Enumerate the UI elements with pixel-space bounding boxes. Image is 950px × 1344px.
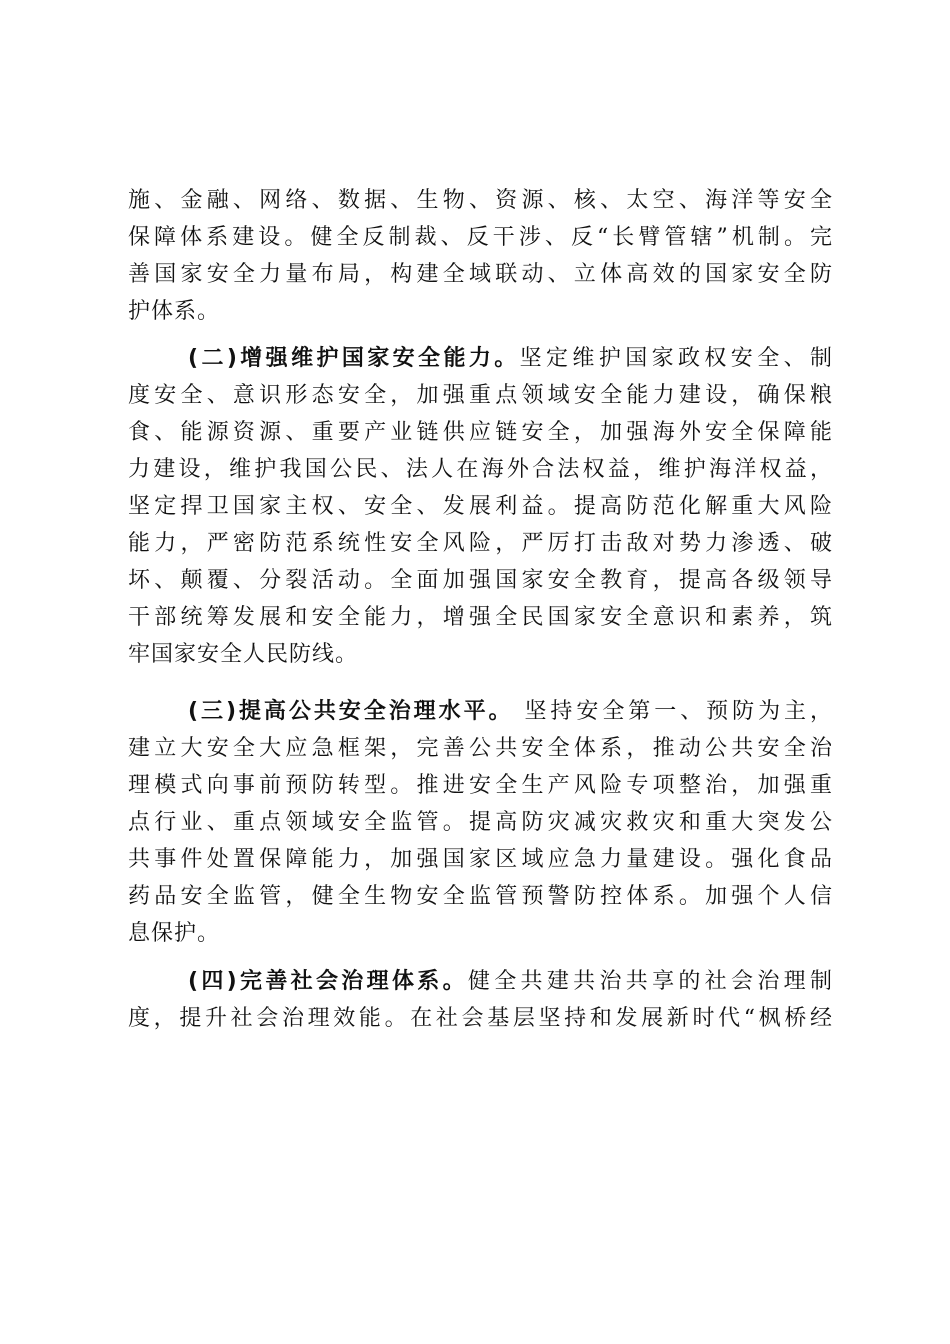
- paragraph-line: 护体系。: [128, 299, 221, 324]
- paragraph-line: 保障体系建设。健全反制裁、反干涉、反“长臂管辖”机制。完: [128, 225, 833, 250]
- paragraph-line: 善国家安全力量布局，构建全域联动、立体高效的国家安全防: [128, 262, 833, 287]
- paragraph-3: [128, 693, 833, 952]
- paragraph-line: 力建设，维护我国公民、法人在海外合法权益，维护海洋权益，: [128, 457, 833, 482]
- section-heading: (二)增强维护国家安全能力。: [188, 346, 520, 371]
- paragraph-first-line: [128, 963, 833, 1000]
- paragraph-2: [128, 340, 833, 673]
- paragraph-text: 坚定维护国家政权安全、制: [519, 346, 833, 371]
- section-heading: (四)完善社会治理体系。: [188, 969, 468, 994]
- paragraph-line: 干部统筹发展和安全能力，增强全民国家安全意识和素养，筑: [128, 605, 833, 630]
- paragraph-line: 施、金融、网络、数据、生物、资源、核、太空、海洋等安全: [128, 188, 833, 213]
- paragraph-text: 坚持安全第一、预防为主，: [513, 699, 833, 724]
- section-heading: (三)提高公共安全治理水平。: [188, 699, 514, 724]
- paragraph-line: 坚定捍卫国家主权、安全、发展利益。提高防范化解重大风险: [128, 494, 833, 519]
- paragraph-line: 坏、颠覆、分裂活动。全面加强国家安全教育，提高各级领导: [128, 568, 833, 593]
- paragraph-line: 息保护。: [128, 921, 221, 946]
- paragraph-text: 健全共建共治共享的社会治理制: [467, 969, 833, 994]
- paragraph-line: 度安全、意识形态安全，加强重点领域安全能力建设，确保粮: [128, 383, 833, 408]
- paragraph-1: [128, 182, 833, 330]
- paragraph-line: 点行业、重点领域安全监管。提高防灾减灾救灾和重大突发公: [128, 810, 833, 835]
- paragraph-line: 建立大安全大应急框架，完善公共安全体系，推动公共安全治: [128, 736, 833, 761]
- paragraph-line: 共事件处置保障能力，加强国家区域应急力量建设。强化食品: [128, 847, 833, 872]
- paragraph-line: 能力，严密防范系统性安全风险，严厉打击敌对势力渗透、破: [128, 531, 833, 556]
- paragraph-line: 理模式向事前预防转型。推进安全生产风险专项整治，加强重: [128, 773, 833, 798]
- paragraph-line: 食、能源资源、重要产业链供应链安全，加强海外安全保障能: [128, 420, 833, 445]
- paragraph-line: 牢国家安全人民防线。: [128, 642, 359, 667]
- paragraph-4: [128, 963, 833, 1037]
- paragraph-first-line: [128, 340, 833, 377]
- paragraph-first-line: [128, 693, 833, 730]
- paragraph-line: 药品安全监管，健全生物安全监管预警防控体系。加强个人信: [128, 884, 833, 909]
- paragraph-line: 度，提升社会治理效能。在社会基层坚持和发展新时代“枫桥经: [128, 1006, 833, 1031]
